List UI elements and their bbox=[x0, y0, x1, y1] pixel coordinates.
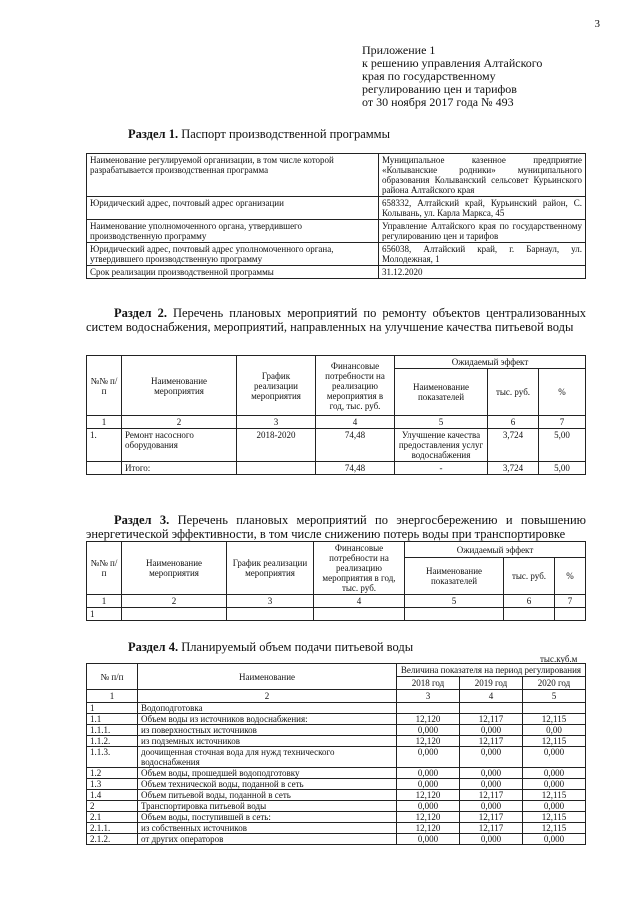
table-row bbox=[87, 429, 586, 462]
cell-num: 1.1.2. bbox=[87, 736, 138, 747]
column-number-row bbox=[87, 690, 586, 703]
cell-name: Объем воды, прошедшей водоподготовку bbox=[138, 768, 397, 779]
cell-name: Ремонт насосного оборудования bbox=[122, 429, 237, 462]
cell-2020 bbox=[523, 703, 586, 714]
water-volume-table bbox=[86, 663, 586, 845]
cell-num: 2.1.2. bbox=[87, 834, 138, 845]
cell-percent: 5,00 bbox=[539, 429, 586, 462]
col-period-header: Величина показателя на период регулирования bbox=[397, 664, 586, 677]
cell-name: из поверхностных источников bbox=[138, 725, 397, 736]
column-number: 7 bbox=[539, 416, 586, 429]
column-number: 1 bbox=[87, 416, 122, 429]
cell-2018: 0,000 bbox=[397, 834, 460, 845]
section2-title: Перечень плановых мероприятий по ремонту объектов централизованных систем водоснабжения, мероприятий, направленных на улучшение качества питьевой воды bbox=[86, 306, 586, 334]
energy-measures-table bbox=[86, 541, 586, 621]
cell-2018: 12,120 bbox=[397, 812, 460, 823]
cell-name: Объем технической воды, поданной в сеть bbox=[138, 779, 397, 790]
passport-value: 656038, Алтайский край, г. Барнаул, ул. Молодежная, 1 bbox=[379, 243, 586, 266]
passport-label: Наименование уполномоченного органа, утвердившего производственную программу bbox=[87, 220, 379, 243]
col-2019-header: 2019 год bbox=[460, 677, 523, 690]
cell-2019 bbox=[460, 703, 523, 714]
passport-value: 31.12.2020 bbox=[379, 266, 586, 279]
section1-number: Раздел 1. bbox=[128, 127, 179, 141]
cell-name: Объем питьевой воды, поданной в сеть bbox=[138, 790, 397, 801]
col-2018-header: 2018 год bbox=[397, 677, 460, 690]
cell-thousand: 3,724 bbox=[488, 429, 539, 462]
cell-2019: 0,000 bbox=[460, 768, 523, 779]
column-number: 4 bbox=[314, 595, 405, 608]
column-number-row bbox=[87, 595, 586, 608]
cell-2018: 12,120 bbox=[397, 736, 460, 747]
column-number: 4 bbox=[460, 690, 523, 703]
cell-2018: 0,000 bbox=[397, 747, 460, 768]
passport-row bbox=[87, 243, 586, 266]
col-name-header: Наименование мероприятия bbox=[122, 356, 237, 416]
column-number: 5 bbox=[395, 416, 488, 429]
section3-number: Раздел 3. bbox=[114, 513, 170, 527]
cell-2020: 0,000 bbox=[523, 834, 586, 845]
col-effect-header: Ожидаемый эффект bbox=[395, 356, 586, 369]
passport-value: 658332, Алтайский край, Курьинский район, С. Колывань, ул. Карла Маркса, 45 bbox=[379, 197, 586, 220]
column-number-row bbox=[87, 416, 586, 429]
col-effect-header: Ожидаемый эффект bbox=[405, 542, 586, 558]
col-num-header: № п/п bbox=[87, 664, 138, 690]
column-number: 1 bbox=[87, 595, 122, 608]
total-indicator: - bbox=[395, 462, 488, 475]
table-row bbox=[87, 608, 586, 621]
section3-title: Перечень плановых мероприятий по энергосбережению и повышению энергетической эффективности, в том числе снижению потерь воды при транспортировке bbox=[86, 513, 587, 541]
table-row bbox=[87, 747, 586, 768]
column-number: 6 bbox=[504, 595, 555, 608]
cell-2020: 12,115 bbox=[523, 812, 586, 823]
col-indicator-header: Наименование показателей bbox=[405, 558, 504, 595]
cell-num: 1.1.1. bbox=[87, 725, 138, 736]
cell-2019: 0,000 bbox=[460, 779, 523, 790]
table-row bbox=[87, 736, 586, 747]
column-number: 3 bbox=[227, 595, 314, 608]
cell-name: Транспортировка питьевой воды bbox=[138, 801, 397, 812]
cell-name: Объем воды из источников водоснабжения: bbox=[138, 714, 397, 725]
cell-2019: 0,000 bbox=[460, 725, 523, 736]
cell-2019: 0,000 bbox=[460, 801, 523, 812]
cell-2018: 12,120 bbox=[397, 823, 460, 834]
column-number: 1 bbox=[87, 690, 138, 703]
cell-num: 1 bbox=[87, 703, 138, 714]
column-number: 7 bbox=[555, 595, 586, 608]
col-name-header: Наименование мероприятия bbox=[122, 542, 227, 595]
col-name-header: Наименование bbox=[138, 664, 397, 690]
cell-2018: 0,000 bbox=[397, 768, 460, 779]
cell-name: доочищенная сточная вода для нужд технического водоснабжения bbox=[138, 747, 397, 768]
unit-label: тыс.куб.м bbox=[540, 654, 578, 664]
col-schedule-header: График реализации мероприятия bbox=[227, 542, 314, 595]
cell-indicator: Улучшение качества предоставления услуг водоснабжения bbox=[395, 429, 488, 462]
cell-schedule: 2018-2020 bbox=[237, 429, 316, 462]
column-number: 3 bbox=[237, 416, 316, 429]
cell-2019: 12,117 bbox=[460, 790, 523, 801]
total-thousand: 3,724 bbox=[488, 462, 539, 475]
table-row bbox=[87, 703, 586, 714]
passport-label: Наименование регулируемой организации, в том числе которой разрабатывается производственная программа bbox=[87, 154, 379, 197]
cell-num: 2.1 bbox=[87, 812, 138, 823]
section4-number: Раздел 4. bbox=[128, 640, 179, 654]
cell-num: 1 bbox=[87, 608, 122, 621]
cell-2019: 12,117 bbox=[460, 812, 523, 823]
total-row bbox=[87, 462, 586, 475]
passport-table bbox=[86, 153, 586, 279]
cell-schedule bbox=[237, 462, 316, 475]
cell-2019: 0,000 bbox=[460, 747, 523, 768]
table-row bbox=[87, 812, 586, 823]
total-label: Итого: bbox=[122, 462, 237, 475]
cell-2018: 0,000 bbox=[397, 801, 460, 812]
passport-value: Управление Алтайского края по государственному регулированию цен и тарифов bbox=[379, 220, 586, 243]
passport-row bbox=[87, 154, 586, 197]
col-finance-header: Финансовые потребности на реализацию мероприятия в год, тыс. руб. bbox=[316, 356, 395, 416]
table-row bbox=[87, 823, 586, 834]
cell-2020: 0,000 bbox=[523, 747, 586, 768]
cell-2018 bbox=[397, 703, 460, 714]
cell-num: 1.1.3. bbox=[87, 747, 138, 768]
col-percent-header: % bbox=[555, 558, 586, 595]
col-indicator-header: Наименование показателей bbox=[395, 369, 488, 416]
cell-2018: 12,120 bbox=[397, 790, 460, 801]
cell-2018: 12,120 bbox=[397, 714, 460, 725]
cell-thousand bbox=[504, 608, 555, 621]
column-number: 3 bbox=[397, 690, 460, 703]
passport-label: Срок реализации производственной программы bbox=[87, 266, 379, 279]
passport-row bbox=[87, 197, 586, 220]
table-row bbox=[87, 768, 586, 779]
cell-2020: 0,000 bbox=[523, 801, 586, 812]
table-row bbox=[87, 801, 586, 812]
cell-2019: 12,117 bbox=[460, 823, 523, 834]
cell-name: из собственных источников bbox=[138, 823, 397, 834]
section3-heading bbox=[86, 513, 586, 541]
col-thousand-header: тыс. руб. bbox=[504, 558, 555, 595]
total-finance: 74,48 bbox=[316, 462, 395, 475]
cell-finance: 74,48 bbox=[316, 429, 395, 462]
passport-row bbox=[87, 266, 586, 279]
section2-heading bbox=[86, 306, 586, 334]
section4-title: Планируемый объем подачи питьевой воды bbox=[181, 640, 414, 654]
passport-label: Юридический адрес, почтовый адрес организации bbox=[87, 197, 379, 220]
col-finance-header: Финансовые потребности на реализацию мероприятия в год, тыс. руб. bbox=[314, 542, 405, 595]
column-number: 2 bbox=[122, 416, 237, 429]
col-thousand-header: тыс. руб. bbox=[488, 369, 539, 416]
cell-2020: 0,000 bbox=[523, 768, 586, 779]
table-row bbox=[87, 725, 586, 736]
passport-value: Муниципальное казенное предприятие «Колыванские родники» муниципального образования Колыванский сельсовет Курьинского района Алтайского края bbox=[379, 154, 586, 197]
cell-2020: 0,000 bbox=[523, 779, 586, 790]
cell-num bbox=[87, 462, 122, 475]
section1-title: Паспорт производственной программы bbox=[181, 127, 390, 141]
col-num-header: №№ п/п bbox=[87, 356, 122, 416]
col-num-header: №№ п/п bbox=[87, 542, 122, 595]
cell-name: от других операторов bbox=[138, 834, 397, 845]
column-number: 6 bbox=[488, 416, 539, 429]
table-row bbox=[87, 714, 586, 725]
cell-2019: 0,000 bbox=[460, 834, 523, 845]
cell-2019: 12,117 bbox=[460, 736, 523, 747]
cell-num: 1.4 bbox=[87, 790, 138, 801]
column-number: 5 bbox=[405, 595, 504, 608]
cell-2020: 12,115 bbox=[523, 823, 586, 834]
passport-row bbox=[87, 220, 586, 243]
cell-num: 1.3 bbox=[87, 779, 138, 790]
cell-num: 1.2 bbox=[87, 768, 138, 779]
cell-finance bbox=[314, 608, 405, 621]
col-2020-header: 2020 год bbox=[523, 677, 586, 690]
repair-measures-table bbox=[86, 355, 586, 475]
cell-name: Объем воды, поступившей в сеть: bbox=[138, 812, 397, 823]
section2-number: Раздел 2. bbox=[114, 306, 167, 320]
appendix-header: Приложение 1 к решению управления Алтайского края по государственному регулированию цен и тарифов от 30 ноября 2017 года № 493 bbox=[362, 43, 543, 109]
table-row bbox=[87, 834, 586, 845]
section4-heading bbox=[128, 640, 413, 654]
cell-num: 1.1 bbox=[87, 714, 138, 725]
column-number: 5 bbox=[523, 690, 586, 703]
total-percent: 5,00 bbox=[539, 462, 586, 475]
cell-schedule bbox=[227, 608, 314, 621]
cell-2020: 12,115 bbox=[523, 736, 586, 747]
cell-name: Водоподготовка bbox=[138, 703, 397, 714]
page-number: 3 bbox=[594, 18, 600, 30]
cell-2020: 0,00 bbox=[523, 725, 586, 736]
column-number: 2 bbox=[122, 595, 227, 608]
cell-indicator bbox=[405, 608, 504, 621]
table-row bbox=[87, 779, 586, 790]
table-row bbox=[87, 790, 586, 801]
cell-num: 2.1.1. bbox=[87, 823, 138, 834]
cell-2020: 12,115 bbox=[523, 714, 586, 725]
cell-percent bbox=[555, 608, 586, 621]
column-number: 4 bbox=[316, 416, 395, 429]
cell-name bbox=[122, 608, 227, 621]
col-percent-header: % bbox=[539, 369, 586, 416]
cell-2020: 12,115 bbox=[523, 790, 586, 801]
cell-2019: 12,117 bbox=[460, 714, 523, 725]
passport-label: Юридический адрес, почтовый адрес уполномоченного органа, утвердившего производственную программу bbox=[87, 243, 379, 266]
section1-heading bbox=[128, 127, 390, 141]
cell-num: 1. bbox=[87, 429, 122, 462]
cell-name: из подземных источников bbox=[138, 736, 397, 747]
cell-2018: 0,000 bbox=[397, 725, 460, 736]
cell-2018: 0,000 bbox=[397, 779, 460, 790]
cell-num: 2 bbox=[87, 801, 138, 812]
col-schedule-header: График реализации мероприятия bbox=[237, 356, 316, 416]
column-number: 2 bbox=[138, 690, 397, 703]
